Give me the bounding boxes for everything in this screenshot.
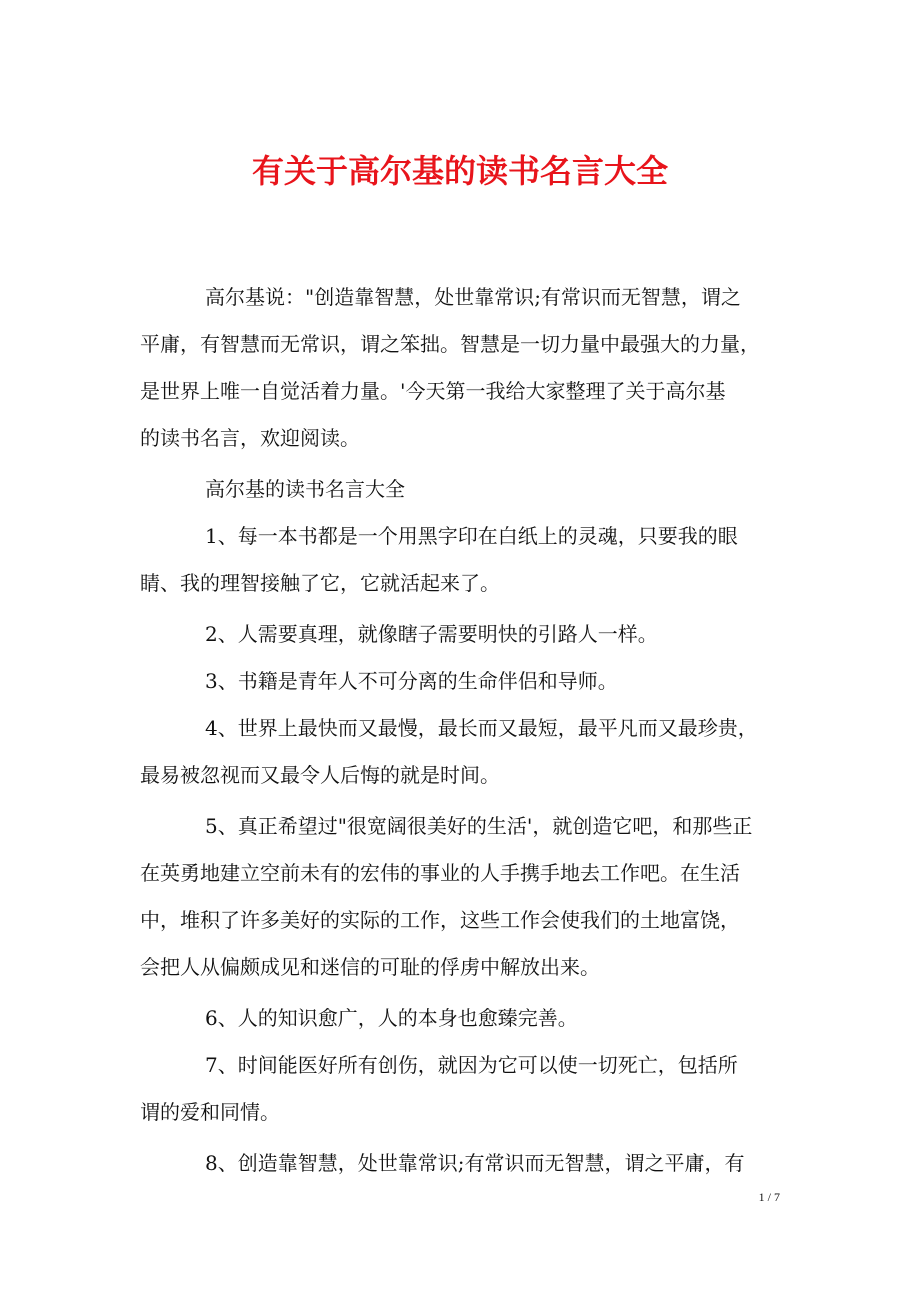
paragraph-line: 高尔基说："创造靠智慧，处世靠常识;有常识而无智慧，谓之 (205, 285, 741, 309)
list-item-line: 中，堆积了许多美好的实际的工作，这些工作会使我们的土地富饶， (140, 908, 740, 932)
list-item-line: 3、书籍是青年人不可分离的生命伴侣和导师。 (205, 669, 618, 693)
list-item-line: 睛、我的理智接触了它，它就活起来了。 (140, 571, 500, 595)
page-number: 1 / 7 (758, 1190, 780, 1204)
list-item-line: 会把人从偏颇成见和迷信的可耻的俘虏中解放出来。 (140, 955, 600, 979)
list-item-line: 7、时间能医好所有创伤，就因为它可以使一切死亡，包括所 (205, 1053, 738, 1077)
list-item-line: 2、人需要真理，就像瞎子需要明快的引路人一样。 (205, 622, 658, 646)
paragraph-line: 的读书名言，欢迎阅读。 (140, 426, 360, 450)
list-item-line: 6、人的知识愈广，人的本身也愈臻完善。 (205, 1006, 578, 1030)
list-item-line: 谓的爱和同情。 (140, 1100, 280, 1124)
paragraph-line: 平庸，有智慧而无常识，谓之笨拙。智慧是一切力量中最强大的力量， (140, 332, 760, 356)
list-item-line: 最易被忽视而又最令人后悔的就是时间。 (140, 763, 500, 787)
list-item-line: 1、每一本书都是一个用黑字印在白纸上的灵魂，只要我的眼 (205, 524, 738, 548)
list-item-line: 5、真正希望过"很宽阔很美好的生活'，就创造它吧，和那些正 (205, 814, 753, 838)
paragraph-line: 是世界上唯一自觉活着力量。'今天第一我给大家整理了关于高尔基 (140, 379, 726, 403)
list-item-line: 在英勇地建立空前未有的宏伟的事业的人手携手地去工作吧。在生活 (140, 861, 740, 885)
document-title: 有关于高尔基的读书名言大全 (251, 152, 668, 190)
section-heading: 高尔基的读书名言大全 (205, 477, 405, 501)
list-item-line: 8、创造靠智慧，处世靠常识;有常识而无智慧，谓之平庸，有 (205, 1151, 745, 1175)
list-item-line: 4、世界上最快而又最慢，最长而又最短，最平凡而又最珍贵， (205, 716, 758, 740)
